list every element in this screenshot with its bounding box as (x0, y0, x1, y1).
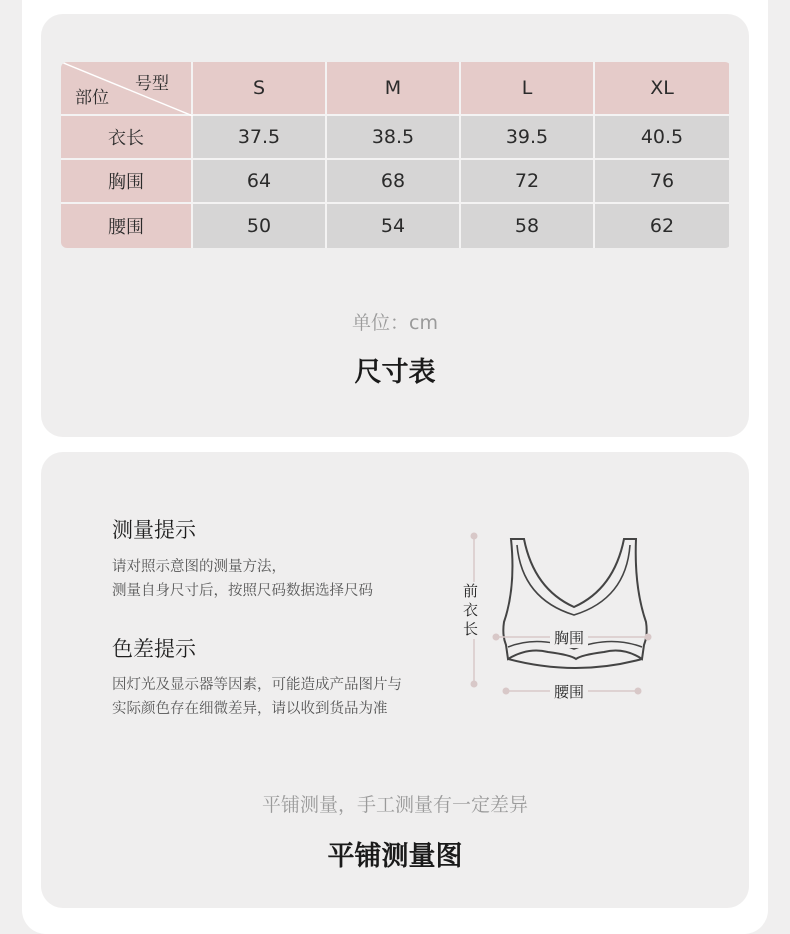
flat-measure-note: 平铺测量，手工测量有一定差异 (261, 794, 528, 816)
size-header-xl: XL (595, 62, 729, 116)
row-label-length: 衣长 (61, 116, 193, 160)
color-tip-line: 实际颜色存在细微差异，请以收到货品为准 (112, 701, 388, 717)
table-cell: 76 (595, 160, 729, 204)
table-cell: 37.5 (193, 116, 327, 160)
size-header-s: S (193, 62, 327, 116)
color-tip-line: 因灯光及显示器等因素，可能造成产品图片与 (112, 677, 402, 693)
corner-size-label: 号型 (135, 74, 169, 94)
measure-tip-title: 测量提示 (112, 518, 196, 542)
corner-part-label: 部位 (75, 88, 109, 108)
bra-measurement-diagram (456, 527, 666, 702)
size-chart-title: 尺寸表 (354, 357, 436, 388)
table-cell: 40.5 (595, 116, 729, 160)
table-cell: 62 (595, 204, 729, 248)
table-cell: 58 (461, 204, 595, 248)
table-cell: 38.5 (327, 116, 461, 160)
row-label-chest: 胸围 (61, 160, 193, 204)
unit-note: 单位：cm (352, 312, 438, 334)
size-header-l: L (461, 62, 595, 116)
measure-tip-line: 测量自身尺寸后，按照尺码数据选择尺码 (112, 583, 373, 599)
table-cell: 54 (327, 204, 461, 248)
table-corner-cell (61, 62, 193, 116)
table-cell: 64 (193, 160, 327, 204)
table-cell: 39.5 (461, 116, 595, 160)
table-cell: 68 (327, 160, 461, 204)
chest-label: 胸围 (550, 627, 588, 648)
table-cell: 72 (461, 160, 595, 204)
table-cell: 50 (193, 204, 327, 248)
bra-outline-icon (456, 527, 666, 702)
row-label-waist: 腰围 (61, 204, 193, 248)
flat-measure-title: 平铺测量图 (327, 841, 463, 872)
length-label: 前衣长 (463, 582, 481, 639)
waist-label: 腰围 (550, 681, 588, 702)
color-tip-title: 色差提示 (112, 637, 196, 661)
measure-tip-line: 请对照示意图的测量方法， (112, 559, 286, 575)
size-table (61, 62, 731, 248)
size-header-m: M (327, 62, 461, 116)
